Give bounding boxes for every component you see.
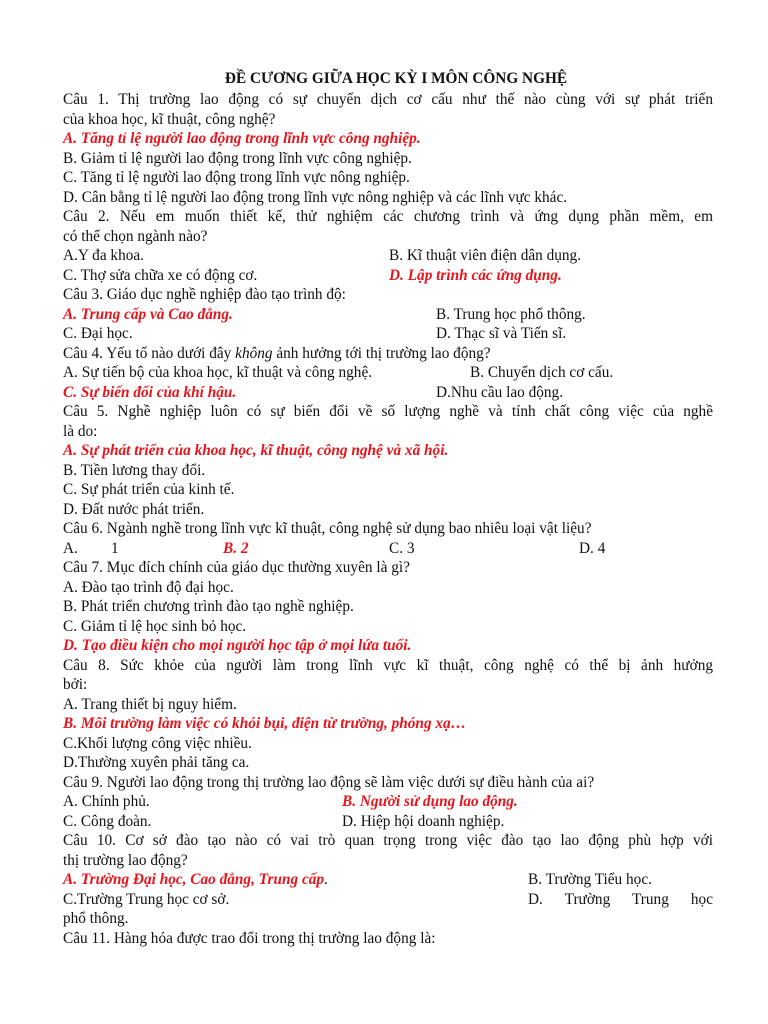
q6-options-row bbox=[63, 539, 713, 559]
q10-options-row-1 bbox=[63, 870, 713, 890]
q9-options-row-1 bbox=[63, 792, 713, 812]
q10-option-a-period: . bbox=[324, 871, 328, 888]
q4-options-row-2 bbox=[63, 383, 713, 403]
q6-option-c: C. 3 bbox=[389, 539, 415, 557]
q7-option-a: A. Đào tạo trình độ đại học. bbox=[63, 578, 234, 596]
q7-option-b: B. Phát triển chương trình đào tạo nghề nghiệp. bbox=[63, 598, 354, 615]
q4-text-emphasis: không bbox=[235, 344, 273, 362]
q8-option-a: A. Trang thiết bị nguy hiểm. bbox=[63, 695, 237, 713]
q8-option-d: D.Thường xuyên phải tăng ca. bbox=[63, 754, 250, 771]
q7-option-c: C. Giảm tỉ lệ học sinh bỏ học. bbox=[63, 617, 247, 635]
q2-text-line-1: Câu 2. Nếu em muốn thiết kế, thử nghiệm các chương trình và ứng dụng phần mềm, em bbox=[63, 208, 713, 225]
q7-text-line-1: Câu 7. Mục đích chính của giáo dục thường xuyên là gì? bbox=[63, 559, 410, 576]
q5-option-c: C. Sự phát triển của kinh tế. bbox=[63, 481, 235, 498]
q10-option-b: B. Trường Tiểu học. bbox=[528, 871, 652, 888]
q8-text-line-1: Câu 8. Sức khỏe của người làm trong lĩnh vực kĩ thuật, công nghệ có thể bị ảnh hưởng bbox=[63, 656, 713, 674]
q9-option-a: A. Chính phủ. bbox=[63, 793, 150, 810]
q3-option-a-answer: A. Trung cấp và Cao đẳng. bbox=[63, 305, 233, 323]
q3-options-row-2 bbox=[63, 324, 713, 344]
q10-option-d: D. Trường Trung học bbox=[528, 890, 713, 908]
q4-options-row-1 bbox=[63, 363, 713, 383]
q4-text-line-1 bbox=[63, 344, 713, 364]
q1-text-line-2: của khoa học, kĩ thuật, công nghệ? bbox=[63, 110, 276, 128]
q3-options-row-1 bbox=[63, 305, 713, 325]
q5-text-line-1: Câu 5. Nghề nghiệp luôn có sự biến đổi về số lượng nghề và tính chất công việc của nghề bbox=[63, 403, 713, 420]
q2-option-a: A.Y đa khoa. bbox=[63, 247, 144, 264]
q4-option-d: D.Nhu cầu lao động. bbox=[436, 383, 564, 401]
q8-text-line-2: bởi: bbox=[63, 676, 88, 693]
q5-text-line-2: là do: bbox=[63, 422, 98, 440]
q2-option-b: B. Kĩ thuật viên điện dân dụng. bbox=[389, 247, 582, 264]
q6-option-b-answer: B. 2 bbox=[223, 539, 249, 557]
q11-text-line-1: Câu 11. Hàng hóa được trao đổi trong thị trường lao động là: bbox=[63, 929, 436, 947]
q2-option-c: C. Thợ sửa chữa xe có động cơ. bbox=[63, 266, 258, 284]
q9-text-line-1: Câu 9. Người lao động trong thị trường lao động sẽ làm việc dưới sự điều hành của ai? bbox=[63, 773, 595, 791]
q1-option-a-answer: A. Tăng tỉ lệ người lao động trong lĩnh vực công nghiệp. bbox=[63, 130, 421, 147]
q10-text-line-2: thị trường lao động? bbox=[63, 851, 188, 869]
q9-option-b-answer: B. Người sử dụng lao động. bbox=[342, 793, 518, 810]
q6-text-line-1: Câu 6. Ngành nghề trong lĩnh vực kĩ thuật, công nghệ sử dụng bao nhiêu loại vật liệu? bbox=[63, 520, 592, 537]
q2-options-row-2 bbox=[63, 266, 713, 286]
q2-option-d-answer: D. Lập trình các ứng dụng. bbox=[389, 266, 562, 284]
q3-option-d: D. Thạc sĩ và Tiến sĩ. bbox=[436, 325, 567, 342]
q4-option-c-answer: C. Sự biến đổi của khí hậu. bbox=[63, 383, 237, 401]
q9-options-row-2 bbox=[63, 812, 713, 832]
q1-option-b: B. Giảm tỉ lệ người lao động trong lĩnh vực công nghiệp. bbox=[63, 149, 412, 167]
q3-option-c: C. Đại học. bbox=[63, 325, 133, 342]
q10-option-c: C.Trường Trung học cơ sở. bbox=[63, 890, 230, 908]
q4-option-b: B. Chuyển dịch cơ cấu. bbox=[470, 364, 614, 381]
q5-option-b: B. Tiền lương thay đổi. bbox=[63, 461, 206, 479]
q7-option-d-answer: D. Tạo điều kiện cho mọi người học tập ở mọi lứa tuổi. bbox=[63, 637, 412, 654]
q4-text-part-2: ảnh hưởng tới thị trường lao động? bbox=[272, 344, 491, 362]
q2-text-line-2: có thể chọn ngành nào? bbox=[63, 227, 208, 245]
q5-option-a-answer: A. Sự phát triển của khoa học, kĩ thuật, công nghệ và xã hội. bbox=[63, 442, 449, 459]
q6-option-d: D. 4 bbox=[579, 539, 606, 557]
document-title: ĐỀ CƯƠNG GIỮA HỌC KỲ I MÔN CÔNG NGHỆ bbox=[224, 70, 568, 87]
q10-options-row-2 bbox=[63, 890, 713, 910]
q5-option-d: D. Đất nước phát triển. bbox=[63, 500, 205, 518]
q1-option-c: C. Tăng tỉ lệ người lao động trong lĩnh vực nông nghiệp. bbox=[63, 169, 410, 186]
q1-option-d: D. Cân bằng tỉ lệ người lao động trong lĩnh vực nông nghiệp và các lĩnh vực khác. bbox=[63, 188, 568, 206]
document-page bbox=[63, 68, 713, 948]
q6-option-a-value: 1 bbox=[111, 539, 119, 557]
q8-option-b-answer: B. Môi trường làm việc có khói bụi, điện từ trường, phóng xạ… bbox=[63, 715, 467, 732]
q4-text-part-1: Câu 4. Yếu tố nào dưới đây bbox=[63, 344, 236, 362]
q3-text-line-1: Câu 3. Giáo dục nghề nghiệp đào tạo trình độ: bbox=[63, 286, 346, 303]
q9-option-c: C. Công đoàn. bbox=[63, 812, 152, 830]
q1-text-line-1: Câu 1. Thị trường lao động có sự chuyển dịch cơ cấu như thế nào cùng với sự phát triển bbox=[63, 91, 713, 108]
q3-option-b: B. Trung học phổ thông. bbox=[436, 305, 586, 323]
q4-option-a: A. Sự tiến bộ của khoa học, kĩ thuật và công nghệ. bbox=[63, 364, 373, 381]
q10-option-a-answer: A. Trường Đại học, Cao đẳng, Trung cấp bbox=[63, 871, 325, 888]
q10-option-d-continued: phổ thông. bbox=[63, 910, 129, 927]
q2-options-row-1 bbox=[63, 246, 713, 266]
q10-text-line-1: Câu 10. Cơ sở đào tạo nào có vai trò quan trọng trong việc đào tạo lao động phù hợp với bbox=[63, 832, 713, 849]
q9-option-d: D. Hiệp hội doanh nghiệp. bbox=[342, 812, 505, 830]
q8-option-c: C.Khối lượng công việc nhiều. bbox=[63, 734, 252, 752]
q6-option-a-label: A. bbox=[63, 539, 78, 557]
